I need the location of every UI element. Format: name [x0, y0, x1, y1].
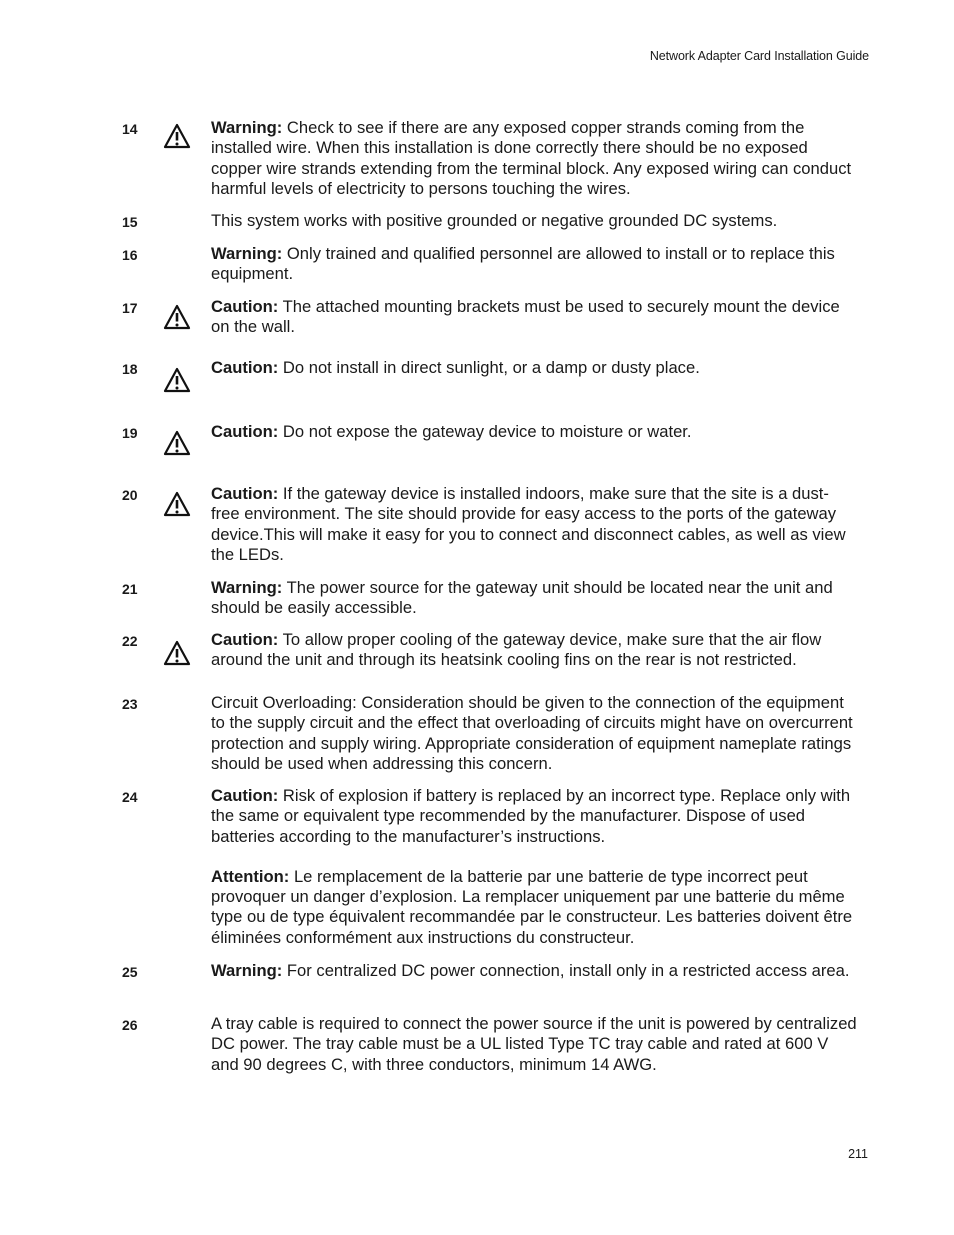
item-number: 16: [122, 247, 138, 263]
warning-triangle-icon: [163, 304, 191, 330]
warning-triangle-icon: [163, 491, 191, 517]
item-number: 14: [122, 121, 138, 137]
running-header: Network Adapter Card Installation Guide: [649, 49, 869, 63]
item-number: 26: [122, 1017, 138, 1033]
item-text: Warning: The power source for the gateway unit should be located near the unit and should be easily accessible.: [211, 578, 833, 618]
item-number: 19: [122, 425, 138, 441]
item-text: Caution: Risk of explosion if battery is replaced by an incorrect type. Replace only with the same or equivalent type recommended by the manufacturer. Dispose of used batteries according to the manufacturer’s instructions. Attention: Le remplacement de la batterie par une batterie de type incorrect peut provoquer un danger d’explosion. La remplacer uniquement par une batterie du même type ou de type équivalent recommandée par le constructeur. Les batteries doivent être éliminées conformément aux instructions du constructeur.: [211, 786, 853, 947]
item-number: 22: [122, 633, 138, 649]
item-text: Warning: For centralized DC power connection, install only in a restricted access area.: [211, 961, 850, 980]
item-text: Caution: To allow proper cooling of the gateway device, make sure that the air flow around the unit and through its heatsink cooling fins on the rear is not restricted.: [211, 630, 822, 670]
item-text: Warning: Check to see if there are any exposed copper strands coming from the installed wire. When this installation is done correctly there should be no exposed copper wire strands extending from the terminal block. Any exposed wiring can conduct harmful levels of electricity to persons touching the wires.: [211, 118, 852, 198]
item-number: 17: [122, 300, 138, 316]
warning-triangle-icon: [163, 430, 191, 456]
item-number: 21: [122, 581, 138, 597]
item-number: 25: [122, 964, 138, 980]
item-number: 20: [122, 487, 138, 503]
item-number: 23: [122, 696, 138, 712]
item-text: Caution: Do not install in direct sunlight, or a damp or dusty place.: [211, 358, 700, 377]
item-number: 24: [122, 789, 138, 805]
item-text: Warning: Only trained and qualified personnel are allowed to install or to replace this equipment.: [211, 244, 835, 284]
item-text: Circuit Overloading: Consideration should be given to the connection of the equipment to the supply circuit and the effect that overloading of circuits might have on overcurrent protection and supply wiring. Appropriate consideration of equipment nameplate ratings should be used when addressing this concern.: [211, 693, 853, 773]
item-text: Caution: The attached mounting brackets must be used to securely mount the device on the wall.: [211, 297, 840, 337]
warning-triangle-icon: [163, 367, 191, 393]
item-text: This system works with positive grounded or negative grounded DC systems.: [211, 211, 778, 230]
item-number: 18: [122, 361, 138, 377]
item-text: A tray cable is required to connect the power source if the unit is powered by centralized DC power. The tray cable must be a UL listed Type TC tray cable and rated at 600 V and 90 degrees C, with three conductors, minimum 14 AWG.: [211, 1014, 857, 1074]
item-text: Caution: Do not expose the gateway device to moisture or water.: [211, 422, 692, 441]
item-number: 15: [122, 214, 138, 230]
warning-triangle-icon: [163, 123, 191, 149]
page-number: 211: [848, 1147, 868, 1161]
item-text: Caution: If the gateway device is installed indoors, make sure that the site is a dust-free environment. The site should provide for easy access to the ports of the gateway device.This will make it easy for you to connect and disconnect cables, as well as view the LEDs.: [211, 484, 846, 564]
warning-triangle-icon: [163, 640, 191, 666]
